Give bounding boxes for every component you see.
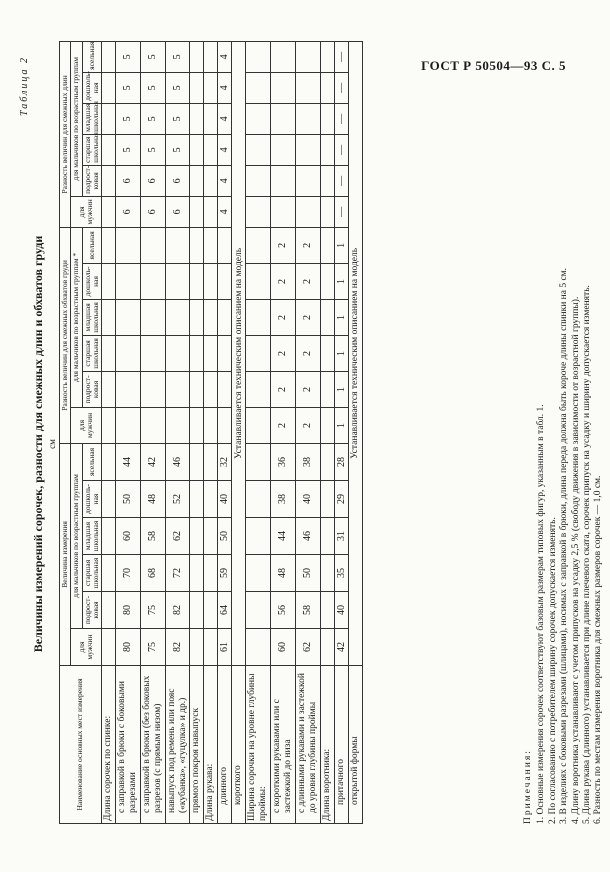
value-cell <box>246 371 271 407</box>
header-name-col: Наименование основных мест измерения <box>60 666 102 824</box>
value-cell <box>102 72 116 103</box>
value-cell <box>271 196 296 227</box>
value-cell <box>218 263 232 299</box>
value-cell: 40 <box>295 481 320 518</box>
value-cell <box>102 518 116 555</box>
value-cell: 4 <box>218 134 232 165</box>
value-cell <box>320 371 334 407</box>
value-cell <box>204 196 218 227</box>
value-cell <box>115 371 140 407</box>
value-cell: 72 <box>165 555 190 592</box>
value-cell <box>190 263 204 299</box>
value-cell <box>165 299 190 335</box>
value-cell <box>246 134 271 165</box>
value-cell <box>165 371 190 407</box>
value-cell <box>246 592 271 629</box>
value-cell <box>320 165 334 196</box>
value-cell <box>246 165 271 196</box>
measurements-table <box>59 41 363 824</box>
value-cell <box>320 555 334 592</box>
value-cell <box>246 407 271 443</box>
value-cell <box>320 299 334 335</box>
value-cell <box>102 165 116 196</box>
value-cell: — <box>334 196 348 227</box>
value-cell <box>102 263 116 299</box>
value-cell <box>246 335 271 371</box>
row-label: Длина сорочек по спинке: <box>102 666 116 824</box>
value-cell: 6 <box>165 165 190 196</box>
value-cell <box>165 263 190 299</box>
header-row-1 <box>60 41 71 823</box>
value-cell <box>218 227 232 263</box>
row-label: Ширина сорочки на уровне глубины проймы: <box>246 666 271 824</box>
value-cell: 28 <box>334 443 348 480</box>
header-sub: ясельная <box>82 227 102 263</box>
value-cell: 29 <box>334 481 348 518</box>
value-cell: 5 <box>115 103 140 134</box>
table-row <box>190 41 204 823</box>
table-row <box>320 41 334 823</box>
header-sub: старшая школьная <box>82 555 102 592</box>
note-item: 4. Длину воротника устанавливают с учетом припусков на усадку 2,5 % (свободу движения в зависимости от возрастной группы). <box>570 296 581 824</box>
note-item: 1. Основные измерения сорочек соответствуют базовым размерам типовых фигур, указанным в табл. 1. <box>536 404 547 824</box>
value-cell <box>102 481 116 518</box>
header-boys: для мальчиков по возрастным группам <box>71 41 82 196</box>
value-cell <box>102 592 116 629</box>
note-item: 5. Длина рукава (длинного) устанавливается при длине плечевого ската, сорочек припуск на усадку и ширину допускается изменять. <box>581 285 592 824</box>
value-cell <box>246 555 271 592</box>
value-cell <box>140 227 165 263</box>
value-cell <box>218 407 232 443</box>
value-cell <box>190 518 204 555</box>
value-cell: — <box>334 41 348 72</box>
value-cell <box>204 165 218 196</box>
value-cell: 82 <box>165 592 190 629</box>
value-cell <box>271 165 296 196</box>
value-cell: 5 <box>165 72 190 103</box>
value-cell: 44 <box>115 443 140 480</box>
value-cell <box>204 481 218 518</box>
value-cell: 35 <box>334 555 348 592</box>
value-cell: 80 <box>115 629 140 666</box>
value-cell <box>102 443 116 480</box>
value-cell: 5 <box>165 134 190 165</box>
value-cell <box>115 227 140 263</box>
value-cell: 2 <box>295 263 320 299</box>
value-cell: 46 <box>165 443 190 480</box>
value-cell: 82 <box>165 629 190 666</box>
value-cell <box>190 41 204 72</box>
value-cell <box>165 227 190 263</box>
value-cell <box>320 407 334 443</box>
value-cell: — <box>334 134 348 165</box>
table-row <box>115 41 140 823</box>
value-cell <box>102 299 116 335</box>
value-cell: 50 <box>218 518 232 555</box>
value-cell <box>190 371 204 407</box>
table-row <box>295 41 320 823</box>
value-cell <box>204 299 218 335</box>
value-cell <box>320 335 334 371</box>
value-cell: 32 <box>218 443 232 480</box>
value-cell: 1 <box>334 227 348 263</box>
value-cell <box>190 103 204 134</box>
value-cell <box>102 629 116 666</box>
value-cell <box>320 103 334 134</box>
header-boys: для мальчиков по возрастным группам * <box>71 227 82 407</box>
row-label: с заправкой в брюки (без боковых разрезов (с прямым низом) <box>140 666 165 824</box>
header-sub: дошколь-ная <box>82 263 102 299</box>
value-cell <box>246 41 271 72</box>
value-cell: 2 <box>295 335 320 371</box>
value-cell: 1 <box>334 335 348 371</box>
value-cell <box>190 196 204 227</box>
row-label: с заправкой в брюки с боковыми разрезами <box>115 666 140 824</box>
value-cell: 2 <box>271 371 296 407</box>
value-cell: 40 <box>334 592 348 629</box>
value-cell: 4 <box>218 196 232 227</box>
value-cell: 44 <box>271 518 296 555</box>
value-cell: 58 <box>140 518 165 555</box>
value-cell <box>246 518 271 555</box>
value-cell <box>204 407 218 443</box>
value-cell <box>246 299 271 335</box>
value-cell <box>204 134 218 165</box>
header-sub: ясельная <box>82 443 102 480</box>
value-cell: 5 <box>115 134 140 165</box>
value-cell: — <box>334 72 348 103</box>
value-cell: 62 <box>165 518 190 555</box>
value-cell <box>246 481 271 518</box>
value-cell <box>102 196 116 227</box>
value-cell <box>246 72 271 103</box>
value-cell <box>218 335 232 371</box>
value-cell: 2 <box>271 407 296 443</box>
table-row <box>204 41 218 823</box>
table-row <box>334 41 348 823</box>
value-cell <box>218 371 232 407</box>
value-cell <box>246 629 271 666</box>
value-cell <box>271 72 296 103</box>
value-cell <box>204 72 218 103</box>
span-note: Устанавливается техническим описанием на модель <box>232 41 246 665</box>
value-cell: 5 <box>115 72 140 103</box>
value-cell <box>320 41 334 72</box>
value-cell <box>295 165 320 196</box>
header-group-chest: Разность величин для смежных обхватов груди <box>60 227 71 443</box>
table-row <box>165 41 190 823</box>
value-cell <box>295 72 320 103</box>
row-label: навыпуск под ремень или пояс («кубанка», «гуцулка» и др.) <box>165 666 190 824</box>
value-cell: 70 <box>115 555 140 592</box>
value-cell <box>320 196 334 227</box>
value-cell: 50 <box>115 481 140 518</box>
value-cell: 1 <box>334 371 348 407</box>
value-cell: — <box>334 103 348 134</box>
header-men: для мужчин <box>71 629 102 666</box>
value-cell: 40 <box>218 481 232 518</box>
rotated-table-area <box>19 41 604 824</box>
value-cell <box>204 518 218 555</box>
value-cell: 42 <box>334 629 348 666</box>
value-cell: 5 <box>140 103 165 134</box>
value-cell <box>190 443 204 480</box>
value-cell <box>140 371 165 407</box>
header-group-length: Разность величин для смежных длин <box>60 41 71 227</box>
value-cell <box>190 592 204 629</box>
value-cell <box>140 263 165 299</box>
value-cell <box>204 371 218 407</box>
value-cell <box>271 103 296 134</box>
value-cell: 64 <box>218 592 232 629</box>
value-cell: 6 <box>115 196 140 227</box>
value-cell <box>271 41 296 72</box>
value-cell: 56 <box>271 592 296 629</box>
row-label: прямого покроя навыпуск <box>190 666 204 824</box>
note-item: 6. Разность по местам измерения воротника для смежных размеров сорочек — 1,0 см. <box>593 475 604 824</box>
table-row <box>218 41 232 823</box>
value-cell <box>246 196 271 227</box>
value-cell <box>140 407 165 443</box>
value-cell <box>165 335 190 371</box>
value-cell <box>102 134 116 165</box>
value-cell <box>320 263 334 299</box>
value-cell: 2 <box>295 371 320 407</box>
row-label: короткого <box>232 666 246 824</box>
header-sub: дошколь-ная <box>82 481 102 518</box>
value-cell <box>102 41 116 72</box>
value-cell: 36 <box>271 443 296 480</box>
header-sub: подрост-ковая <box>82 165 102 196</box>
value-cell: 5 <box>165 41 190 72</box>
value-cell: 38 <box>271 481 296 518</box>
value-cell <box>190 227 204 263</box>
value-cell: 75 <box>140 629 165 666</box>
table-row <box>271 41 296 823</box>
table-label: Таблица 2 <box>19 56 30 116</box>
value-cell <box>102 103 116 134</box>
value-cell: 61 <box>218 629 232 666</box>
header-men: для мужчин <box>71 196 102 227</box>
value-cell: 4 <box>218 165 232 196</box>
value-cell: 4 <box>218 41 232 72</box>
value-cell: 48 <box>271 555 296 592</box>
value-cell: 2 <box>271 263 296 299</box>
value-cell: 5 <box>140 41 165 72</box>
value-cell <box>295 134 320 165</box>
value-cell: 5 <box>140 72 165 103</box>
value-cell <box>102 335 116 371</box>
value-cell <box>115 263 140 299</box>
value-cell <box>320 134 334 165</box>
value-cell <box>190 134 204 165</box>
value-cell <box>190 335 204 371</box>
value-cell <box>204 41 218 72</box>
value-cell <box>204 227 218 263</box>
value-cell: 6 <box>140 165 165 196</box>
value-cell: 5 <box>140 134 165 165</box>
row-label: длинного <box>218 666 232 824</box>
value-cell: 38 <box>295 443 320 480</box>
value-cell <box>190 299 204 335</box>
value-cell: 50 <box>295 555 320 592</box>
header-sub: старшая школьная <box>82 335 102 371</box>
value-cell <box>165 407 190 443</box>
note-item: 3. В изделиях с боковыми разрезами (шлицами), носимых с заправкой в брюки, длина переда должна быть короче длины спинки на 5 см. <box>559 267 570 824</box>
unit-label: см <box>47 439 57 449</box>
value-cell: 80 <box>115 592 140 629</box>
header-sub: ясельная <box>82 41 102 72</box>
value-cell: 58 <box>295 592 320 629</box>
value-cell <box>102 407 116 443</box>
value-cell <box>190 72 204 103</box>
row-label: Длина воротника: <box>320 666 334 824</box>
value-cell <box>320 227 334 263</box>
value-cell: 2 <box>271 299 296 335</box>
value-cell <box>246 227 271 263</box>
value-cell <box>204 555 218 592</box>
value-cell: 6 <box>165 196 190 227</box>
header-sub: подрост-ковая <box>82 592 102 629</box>
note-item: 2. По согласованию с потребителем ширину сорочек допускается изменять. <box>547 517 558 824</box>
value-cell: 2 <box>271 227 296 263</box>
row-label: Длина рукава: <box>204 666 218 824</box>
value-cell <box>204 103 218 134</box>
value-cell: 5 <box>165 103 190 134</box>
value-cell: 60 <box>115 518 140 555</box>
value-cell: 2 <box>295 299 320 335</box>
value-cell <box>295 103 320 134</box>
table-row <box>140 41 165 823</box>
notes <box>523 64 605 824</box>
value-cell: 6 <box>140 196 165 227</box>
value-cell: 4 <box>218 72 232 103</box>
value-cell <box>246 103 271 134</box>
header-boys: для мальчиков по возрастным группам <box>71 443 82 628</box>
value-cell <box>320 518 334 555</box>
row-label: притачного <box>334 666 348 824</box>
value-cell <box>295 196 320 227</box>
value-cell <box>190 555 204 592</box>
value-cell <box>320 443 334 480</box>
value-cell <box>295 41 320 72</box>
table-row <box>348 41 362 823</box>
table-row <box>102 41 116 823</box>
value-cell <box>190 629 204 666</box>
value-cell <box>190 481 204 518</box>
row-label: с короткими рукавами или с застежкой до низа <box>271 666 296 824</box>
value-cell: 48 <box>140 481 165 518</box>
header-group-values: Величина измерения <box>60 443 71 665</box>
value-cell <box>140 335 165 371</box>
value-cell <box>271 134 296 165</box>
value-cell <box>320 592 334 629</box>
value-cell: 1 <box>334 263 348 299</box>
value-cell <box>102 371 116 407</box>
value-cell <box>204 443 218 480</box>
value-cell <box>102 555 116 592</box>
value-cell: 2 <box>271 335 296 371</box>
notes-heading: Примечания: <box>523 749 533 824</box>
value-cell <box>190 407 204 443</box>
value-cell <box>102 227 116 263</box>
value-cell: 68 <box>140 555 165 592</box>
value-cell <box>115 407 140 443</box>
page-header: ГОСТ Р 50504—93 С. 5 <box>421 58 566 73</box>
value-cell <box>320 481 334 518</box>
header-sub: младшая школьная <box>82 103 102 134</box>
value-cell <box>218 299 232 335</box>
header-sub: дошколь-ная <box>82 72 102 103</box>
value-cell <box>246 443 271 480</box>
value-cell: 2 <box>295 407 320 443</box>
value-cell: 62 <box>295 629 320 666</box>
header-men: для мужчин <box>71 407 102 443</box>
value-cell: 46 <box>295 518 320 555</box>
value-cell: 52 <box>165 481 190 518</box>
value-cell <box>190 165 204 196</box>
value-cell: 42 <box>140 443 165 480</box>
header-sub: младшая школьная <box>82 518 102 555</box>
header-sub: подрост-ковая <box>82 371 102 407</box>
value-cell <box>140 299 165 335</box>
header-sub: старшая школьная <box>82 134 102 165</box>
value-cell: 6 <box>115 165 140 196</box>
value-cell: 31 <box>334 518 348 555</box>
value-cell <box>115 299 140 335</box>
value-cell <box>204 263 218 299</box>
value-cell <box>204 629 218 666</box>
table-row <box>232 41 246 823</box>
value-cell <box>204 592 218 629</box>
value-cell: 59 <box>218 555 232 592</box>
span-note: Устанавливается техническим описанием на модель <box>348 41 362 665</box>
value-cell: 4 <box>218 103 232 134</box>
value-cell <box>320 72 334 103</box>
value-cell: 2 <box>295 227 320 263</box>
value-cell <box>204 335 218 371</box>
value-cell <box>246 263 271 299</box>
value-cell <box>320 629 334 666</box>
table-row <box>246 41 271 823</box>
row-label: с длинными рукавами и застежкой до уровня глубины проймы <box>295 666 320 824</box>
value-cell: 5 <box>115 41 140 72</box>
value-cell: 60 <box>271 629 296 666</box>
value-cell: — <box>334 165 348 196</box>
row-label: открытой формы <box>348 666 362 824</box>
value-cell: 75 <box>140 592 165 629</box>
value-cell: 1 <box>334 407 348 443</box>
value-cell: 1 <box>334 299 348 335</box>
header-sub: младшая школьная <box>82 299 102 335</box>
table-title: Величины измерений сорочек, разности для смежных длин и обхватов груди <box>31 235 45 653</box>
value-cell <box>115 335 140 371</box>
